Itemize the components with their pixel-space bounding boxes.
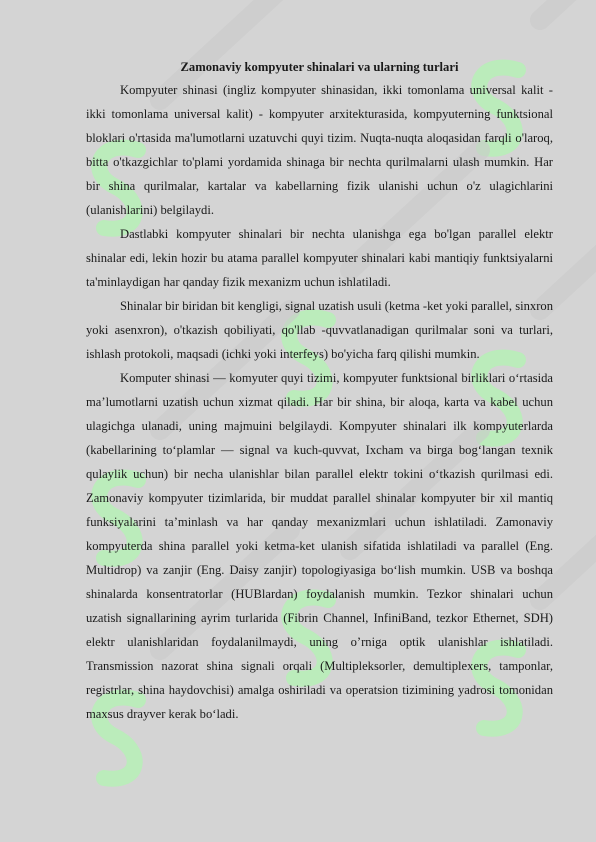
paragraph-3: Shinalar bir biridan bit kengligi, signal uzatish usuli (ketma -ket yoki parallel, sinxron yoki asenxron), o'tkazish qobiliyati, qo'llab -quvvatlanadigan qurilmalar soni va turlari, ishlash protokoli, maqsadi (ichki yoki interfeys) bo'yicha farq qilishi mumkin. <box>86 299 553 361</box>
document-body <box>86 56 553 726</box>
watermark-band <box>540 0 596 20</box>
document-title: Zamonaviy kompyuter shinalari va ularning turlari <box>180 60 459 74</box>
paragraph-4: Komputer shinasi — komyuter quyi tizimi, kompyuter funktsional birliklari o‘rtasida ma’lumotlarni uzatish uchun xizmat qiladi. Har bir shina, bir aloqa, karta va kabel uchun ulagichga ulanadi, uning majmuini belgilaydi. Kompyuter shinalari ilk kompyuterlarda (kabellarining to‘plamlar — signal va kuch-quvvat, Ixcham va birga bog‘langan texnik qulaylik uchun) bir necha ulanishlar bilan parallel elektr tokini o‘tkazish qurilmasi edi. Zamonaviy kompyuter tizimlarida, bir muddat parallel shinalar kompyuter bir xil mantiq funksiyalarini ta’minlash va har qanday mexanizmlari uchun ishlatiladi. Zamonaviy kompyuterda shina parallel yoki ketma-ket ulanish sifatida ishlatiladi va parallel (Eng. Multidrop) va zanjir (Eng. Daisy zanjir) topologiyasiga bo‘lish mumkin. USB va boshqa shinalarda konsentratorlar (HUBlardan) foydalanish mumkin. Tezkor shinalari uchun uzatish signallarining ayrim turlarida (Fibrin Channel, InfiniBand, tezkor Ethernet, SDH) elektr ulanishlaridan foydalanilmaydi, uning o’rniga optik ulanishlar ishlatiladi. Transmission nazorat shina signali orqali (Multipleksorler, demultiplexers, tamponlar, registrlar, shina haydovchisi) amalga oshiriladi va operatsion tizimining yadrosi tomonidan maxsus drayver kerak bo‘ladi. <box>86 371 553 721</box>
paragraph-1: Kompyuter shinasi (ingliz kompyuter shinasidan, ikki tomonlama universal kalit - ikki tomonlama universal kalit) - kompyuter arxitekturasida, kompyuterning funktsional bloklari o'rtasida ma'lumotlarni uzatuvchi quyi tizim. Nuqta-nuqta aloqasidan farqli o'laroq, bitta o'tkazgichlar to'plami yordamida shinaga bir nechta qurilmalarni ulash mumkin. Har bir shina qurilmalar, kartalar va kabellarning fizik ulanishi uchun o'z ulagichlarini (ulanishlarini) belgilaydi. <box>86 83 553 217</box>
paragraph-2: Dastlabki kompyuter shinalari bir nechta ulanishga ega bo'lgan parallel elektr shinalar edi, lekin hozir bu atama parallel kompyuter shinalari kabi mantiqiy funktsiyalarni ta'minlaydigan har qanday fizik mexanizm uchun ishlatiladi. <box>86 227 553 289</box>
